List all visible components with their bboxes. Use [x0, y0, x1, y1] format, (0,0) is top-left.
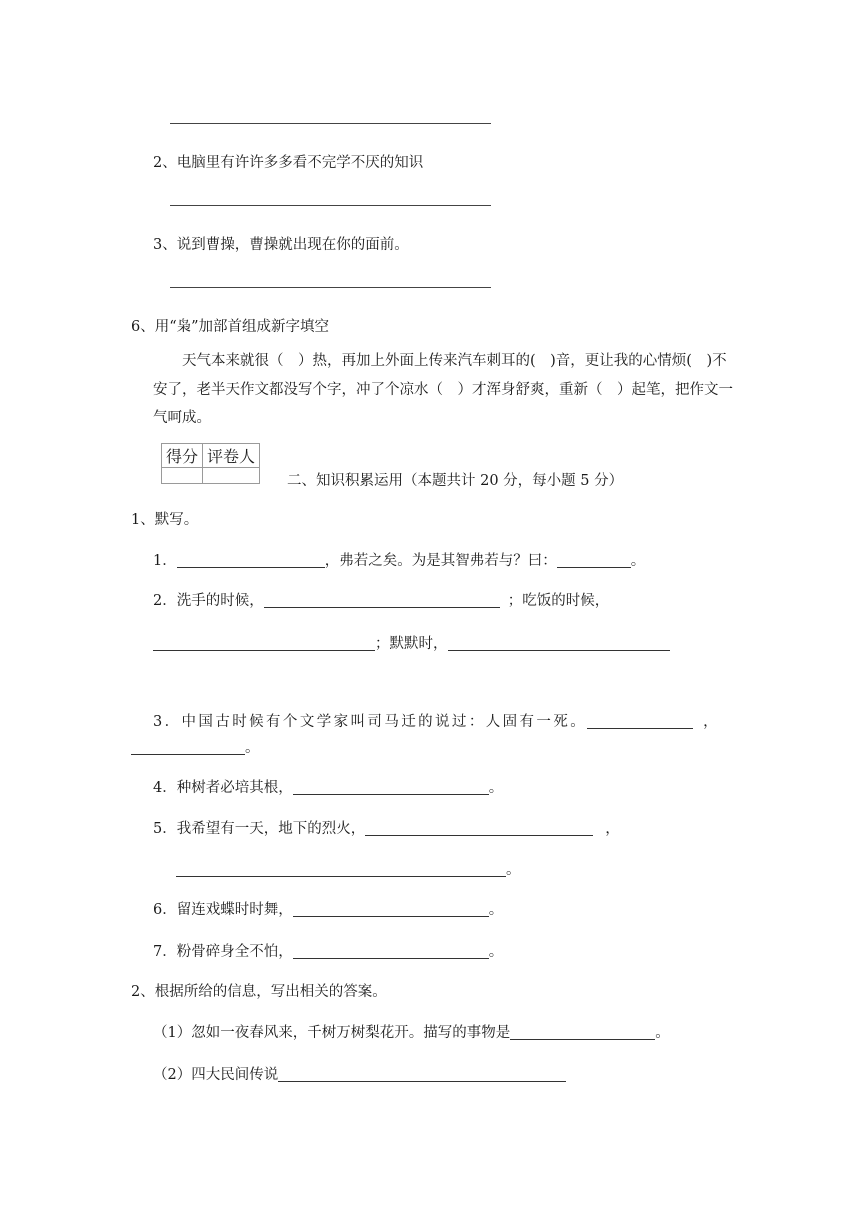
score-cell[interactable]: [162, 468, 203, 484]
answer-blank[interactable]: [177, 552, 325, 568]
answer-line[interactable]: [170, 205, 491, 206]
dictation-item-3-cont: 。: [131, 736, 260, 757]
dictation-item-5: 5．我希望有一天，地下的烈火， ，: [153, 821, 620, 837]
question-title: 2、根据所给的信息，写出相关的答案。: [131, 984, 387, 1000]
answer-blank[interactable]: [293, 901, 489, 917]
score-label: 得分: [162, 444, 203, 468]
question-text: 3、说到曹操，曹操就出现在你的面前。: [153, 237, 409, 253]
dictation-item-7: 7．粉骨碎身全不怕， 。: [153, 944, 504, 960]
dictation-item-6: 6．留连戏蝶时时舞， 。: [153, 902, 504, 918]
score-box: [161, 443, 260, 484]
grader-cell[interactable]: [203, 468, 260, 484]
answer-blank[interactable]: [153, 635, 375, 651]
answer-blank[interactable]: [557, 552, 631, 568]
dictation-item-4: 4．种树者必培其根， 。: [153, 780, 504, 796]
info-item-2: （2）四大民间传说: [153, 1063, 566, 1084]
answer-line[interactable]: [170, 287, 491, 288]
answer-blank[interactable]: [131, 739, 245, 755]
question-title: 1、默写。: [131, 512, 199, 528]
dictation-item-1: 1． ，弗若之矣。为是其智弗若与？曰： 。: [153, 553, 646, 569]
grader-label: 评卷人: [203, 444, 260, 468]
dictation-item-5-cont: 。: [176, 858, 521, 879]
dictation-item-2: 2．洗手的时候， ；吃饭的时候，: [153, 593, 610, 609]
fill-in-paragraph: 天气本来就很（ ）热，再加上外面上传来汽车刺耳的( )音，更让我的心情烦( )不安了，老半天作文都没写个字，冲了个凉水（ ）才浑身舒爽，重新（ ）起笔，把作文一气呵成。: [153, 353, 733, 426]
answer-blank[interactable]: [278, 1066, 566, 1082]
question-title: 6、用“枭”加部首组成新字填空: [131, 319, 330, 335]
dictation-item-2-cont: ；默默时，: [153, 632, 670, 653]
answer-blank[interactable]: [365, 820, 593, 836]
answer-blank[interactable]: [293, 943, 489, 959]
answer-blank[interactable]: [510, 1024, 655, 1040]
answer-blank[interactable]: [587, 713, 693, 729]
section-heading: 二、知识积累运用（本题共计 20 分，每小题 5 分）: [287, 473, 624, 489]
dictation-item-3: 3．中国古时候有个文学家叫司马迁的说过：人固有一死。 ，: [153, 714, 721, 730]
question-text: 2、电脑里有许许多多看不完学不厌的知识: [153, 155, 424, 171]
answer-blank[interactable]: [448, 635, 670, 651]
answer-blank[interactable]: [176, 861, 506, 877]
info-item-1: （1）忽如一夜春风来，千树万树梨花开。描写的事物是 。: [153, 1025, 670, 1041]
answer-line[interactable]: [170, 123, 491, 124]
answer-blank[interactable]: [293, 779, 489, 795]
answer-blank[interactable]: [264, 592, 500, 608]
